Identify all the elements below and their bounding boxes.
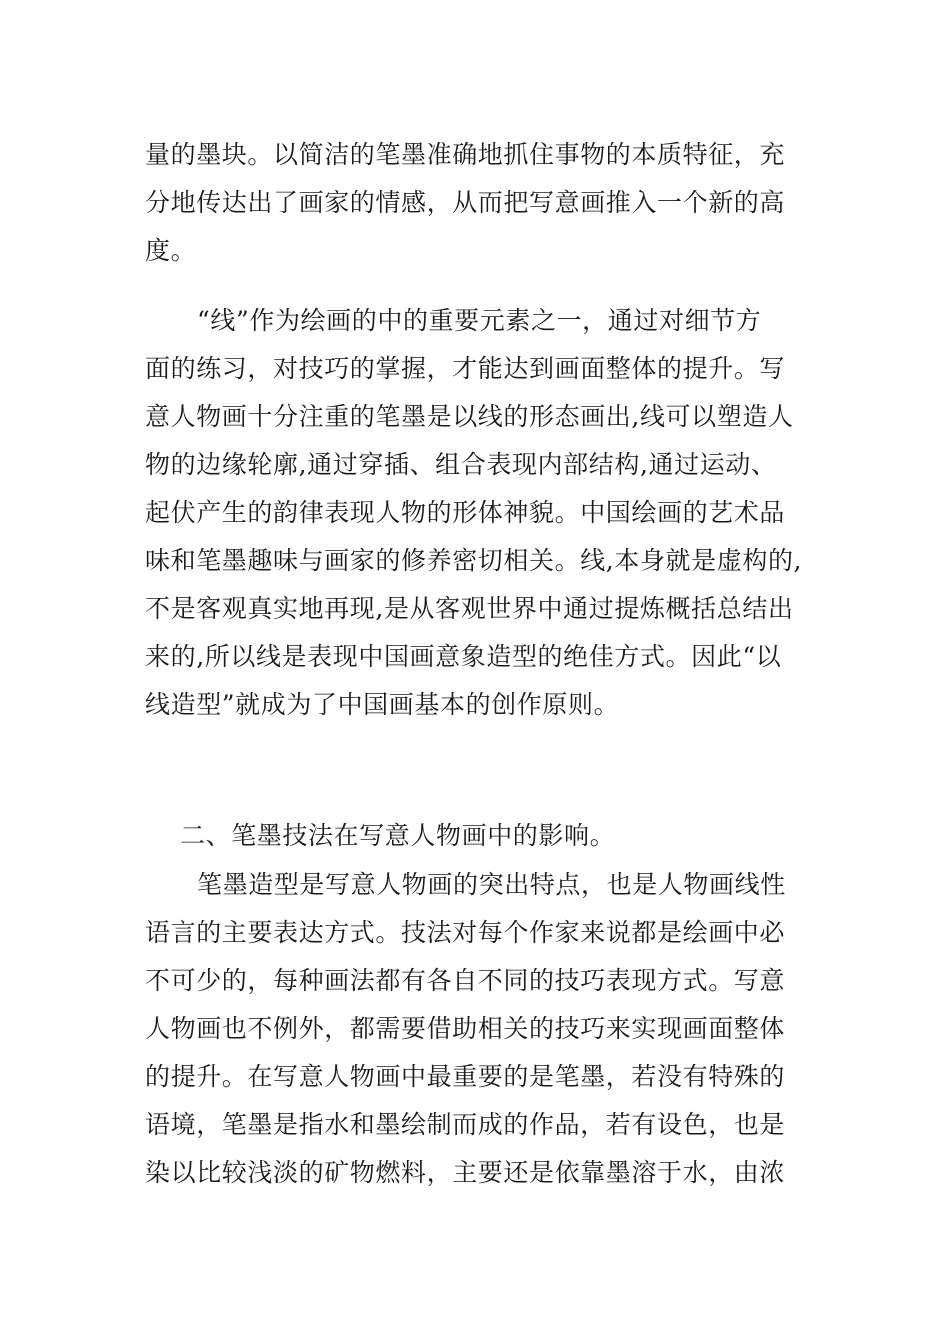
paragraph-1-line: 度。 xyxy=(145,236,197,265)
paragraph-2-line: 物的边缘轮廓,通过穿插、组合表现内部结构,通过运动、 xyxy=(145,450,777,479)
paragraph-2-line: 意人物画十分注重的笔墨是以线的形态画出,线可以塑造人 xyxy=(145,402,794,431)
paragraph-2-line: 不是客观真实地再现,是从客观世界中通过提炼概括总结出 xyxy=(145,594,794,623)
paragraph-3-line: 语境，笔墨是指水和墨绘制而成的作品，若有设色，也是 xyxy=(145,1110,786,1139)
section-heading: 二、笔墨技法在写意人物画中的影响。 xyxy=(180,821,616,850)
paragraph-3-line: 不可少的，每种画法都有各自不同的技巧表现方式。写意 xyxy=(145,966,786,995)
paragraph-2-line: 味和笔墨趣味与画家的修养密切相关。线,本身就是虚构的, xyxy=(145,546,803,575)
paragraph-3-line: 染以比较浅淡的矿物燃料，主要还是依靠墨溶于水，由浓 xyxy=(145,1158,786,1187)
paragraph-2-line: 来的,所以线是表现中国画意象造型的绝佳方式。因此“以 xyxy=(145,642,782,671)
paragraph-1-line: 分地传达出了画家的情感，从而把写意画推入一个新的高 xyxy=(145,188,786,217)
paragraph-2-line: 起伏产生的韵律表现人物的形体神貌。中国绘画的艺术品 xyxy=(145,498,786,527)
paragraph-2-line: “线”作为绘画的中的重要元素之一，通过对细节方 xyxy=(197,306,762,335)
paragraph-1-line: 量的墨块。以简洁的笔墨准确地抓住事物的本质特征，充 xyxy=(145,140,786,169)
paragraph-2-line: 面的练习，对技巧的掌握，才能达到画面整体的提升。写 xyxy=(145,354,786,383)
paragraph-3-line: 的提升。在写意人物画中最重要的是笔墨，若没有特殊的 xyxy=(145,1062,786,1091)
paragraph-3-line: 人物画也不例外，都需要借助相关的技巧来实现画面整体 xyxy=(145,1014,786,1043)
paragraph-3-line: 语言的主要表达方式。技法对每个作家来说都是绘画中必 xyxy=(145,918,786,947)
paragraph-2-line: 线造型”就成为了中国画基本的创作原则。 xyxy=(145,690,620,719)
paragraph-3-line: 笔墨造型是写意人物画的突出特点，也是人物画线性 xyxy=(197,870,786,899)
